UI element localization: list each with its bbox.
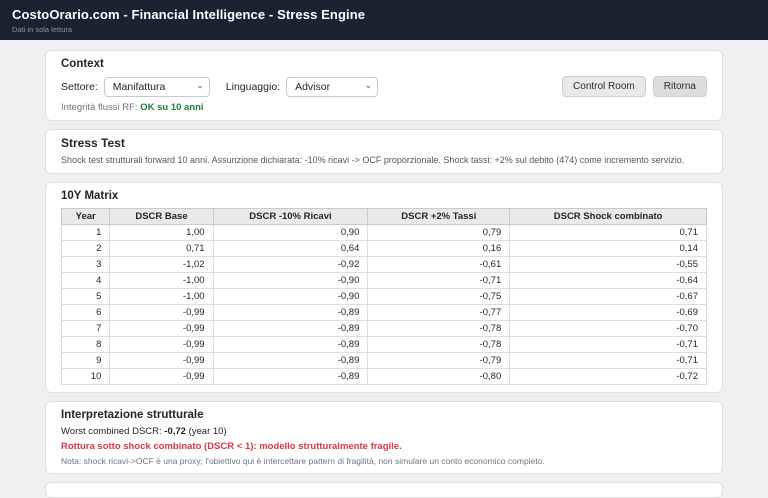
dscr-cell: -0,89 bbox=[213, 369, 368, 385]
linguaggio-select-wrap bbox=[286, 77, 378, 97]
stress-test-card bbox=[45, 129, 723, 174]
dscr-cell: -0,55 bbox=[510, 257, 707, 273]
worst-dscr-label: Worst combined DSCR: bbox=[61, 426, 162, 437]
dscr-cell: -0,67 bbox=[510, 289, 707, 305]
context-buttons bbox=[562, 76, 707, 97]
dscr-cell: -0,71 bbox=[368, 273, 510, 289]
year-cell: 8 bbox=[62, 337, 110, 353]
column-header: DSCR Shock combinato bbox=[510, 209, 707, 225]
dscr-cell: -0,80 bbox=[368, 369, 510, 385]
integrity-label: Integrità flussi RF: bbox=[61, 102, 138, 113]
dscr-cell: -0,72 bbox=[510, 369, 707, 385]
dscr-cell: -0,71 bbox=[510, 353, 707, 369]
app-subtitle: Dati in sola lettura bbox=[12, 25, 73, 34]
matrix-card bbox=[45, 182, 723, 393]
app-title: CostoOrario.com - Financial Intelligence - Stress Engine bbox=[12, 7, 366, 22]
dscr-cell: -0,64 bbox=[510, 273, 707, 289]
dscr-cell: -0,99 bbox=[110, 369, 213, 385]
year-cell: 10 bbox=[62, 369, 110, 385]
year-cell: 9 bbox=[62, 353, 110, 369]
year-cell: 7 bbox=[62, 321, 110, 337]
dscr-cell: -0,78 bbox=[368, 337, 510, 353]
worst-dscr-value: -0,72 bbox=[164, 426, 186, 437]
table-row bbox=[62, 337, 707, 353]
settore-select[interactable] bbox=[104, 77, 210, 97]
main-container bbox=[45, 50, 723, 498]
table-row bbox=[62, 257, 707, 273]
dscr-cell: -0,89 bbox=[213, 337, 368, 353]
year-cell: 3 bbox=[62, 257, 110, 273]
worst-dscr-line bbox=[61, 426, 707, 437]
dscr-cell: 0,71 bbox=[510, 225, 707, 241]
settore-label: Settore: bbox=[61, 80, 98, 93]
table-row bbox=[62, 305, 707, 321]
year-cell: 6 bbox=[62, 305, 110, 321]
dscr-cell: -0,75 bbox=[368, 289, 510, 305]
top-bar bbox=[0, 0, 768, 40]
dscr-cell: 0,71 bbox=[110, 241, 213, 257]
dscr-cell: -0,61 bbox=[368, 257, 510, 273]
linguaggio-select[interactable] bbox=[286, 77, 378, 97]
integrity-value: OK su 10 anni bbox=[140, 102, 204, 113]
column-header: DSCR Base bbox=[110, 209, 213, 225]
dscr-cell: -0,89 bbox=[213, 305, 368, 321]
table-row bbox=[62, 241, 707, 257]
table-row bbox=[62, 225, 707, 241]
dscr-matrix-table bbox=[61, 208, 707, 385]
dscr-cell: -1,02 bbox=[110, 257, 213, 273]
matrix-header-row bbox=[62, 209, 707, 225]
integrity-line bbox=[61, 102, 707, 113]
stress-test-description: Shock test strutturali forward 10 anni. Assunzione dichiarata: -10% ricavi -> OCF proporzionale. Shock tassi: +2% sul debito (474) come incremento servizio. bbox=[61, 155, 685, 165]
context-title: Context bbox=[61, 58, 104, 70]
control-room-button[interactable]: Control Room bbox=[562, 76, 646, 97]
dscr-cell: 0,14 bbox=[510, 241, 707, 257]
dscr-cell: -0,79 bbox=[368, 353, 510, 369]
column-header: DSCR +2% Tassi bbox=[368, 209, 510, 225]
year-cell: 1 bbox=[62, 225, 110, 241]
dscr-cell: -0,71 bbox=[510, 337, 707, 353]
settore-select-wrap bbox=[104, 77, 210, 97]
dscr-cell: 0,16 bbox=[368, 241, 510, 257]
dscr-cell: 0,79 bbox=[368, 225, 510, 241]
dscr-cell: -0,77 bbox=[368, 305, 510, 321]
dscr-cell: -1,00 bbox=[110, 289, 213, 305]
dscr-cell: -0,89 bbox=[213, 353, 368, 369]
column-header: DSCR -10% Ricavi bbox=[213, 209, 368, 225]
table-row bbox=[62, 369, 707, 385]
table-row bbox=[62, 289, 707, 305]
year-cell: 2 bbox=[62, 241, 110, 257]
dscr-cell: -0,99 bbox=[110, 337, 213, 353]
context-controls-row bbox=[61, 76, 707, 97]
table-row bbox=[62, 273, 707, 289]
note-text: Nota: shock ricavi->OCF è una proxy; l'obiettivo qui è intercettare pattern di fragilità, non simulare un conto economico completo. bbox=[61, 456, 545, 466]
linguaggio-label: Linguaggio: bbox=[225, 80, 281, 93]
worst-dscr-suffix: (year 10) bbox=[185, 426, 227, 437]
interpretation-card bbox=[45, 401, 723, 474]
dscr-cell: -0,99 bbox=[110, 321, 213, 337]
alert-message: Rottura sotto shock combinato (DSCR < 1): modello strutturalmente fragile. bbox=[61, 441, 402, 452]
dscr-cell: -0,89 bbox=[213, 321, 368, 337]
stress-test-title: Stress Test bbox=[61, 136, 125, 150]
dscr-cell: -0,90 bbox=[213, 273, 368, 289]
dscr-cell: -0,92 bbox=[213, 257, 368, 273]
chevron-down-icon: ⌄ bbox=[364, 79, 373, 90]
dscr-cell: 0,64 bbox=[213, 241, 368, 257]
column-header: Year bbox=[62, 209, 110, 225]
matrix-title: 10Y Matrix bbox=[61, 190, 119, 202]
interpretation-title: Interpretazione strutturale bbox=[61, 409, 204, 421]
dscr-cell: -0,70 bbox=[510, 321, 707, 337]
next-card-partial bbox=[45, 482, 723, 498]
year-cell: 4 bbox=[62, 273, 110, 289]
context-card bbox=[45, 50, 723, 121]
dscr-cell: 0,90 bbox=[213, 225, 368, 241]
dscr-cell: -0,99 bbox=[110, 305, 213, 321]
dscr-cell: -1,00 bbox=[110, 273, 213, 289]
matrix-body bbox=[62, 225, 707, 385]
year-cell: 5 bbox=[62, 289, 110, 305]
chevron-down-icon: ⌄ bbox=[196, 79, 204, 90]
table-row bbox=[62, 321, 707, 337]
dscr-cell: 1,00 bbox=[110, 225, 213, 241]
dscr-cell: -0,99 bbox=[110, 353, 213, 369]
dscr-cell: -0,69 bbox=[510, 305, 707, 321]
table-row bbox=[62, 353, 707, 369]
ritorna-button[interactable]: Ritorna bbox=[653, 76, 707, 97]
dscr-cell: -0,78 bbox=[368, 321, 510, 337]
dscr-cell: -0,90 bbox=[213, 289, 368, 305]
